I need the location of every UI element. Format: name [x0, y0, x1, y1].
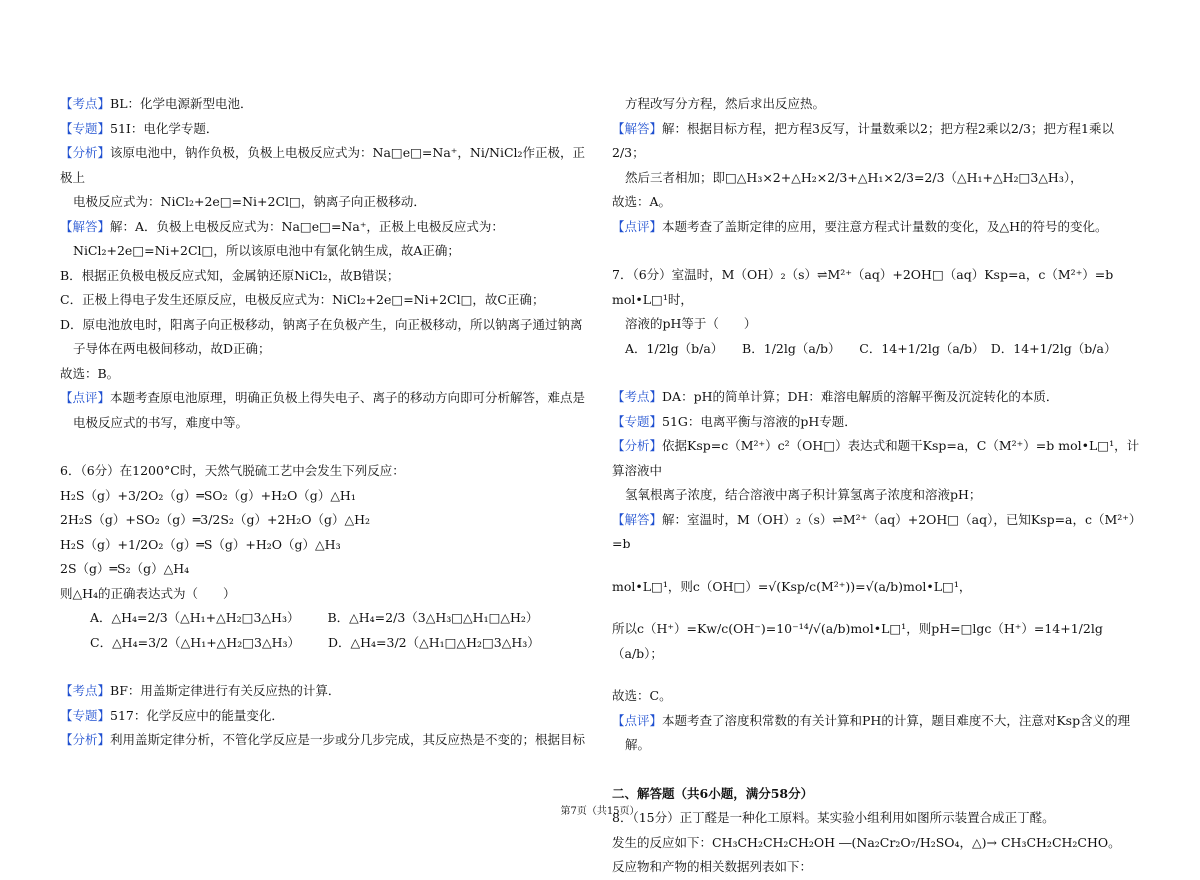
q7-dianping-cont: 解。 [625, 737, 651, 752]
q6-options-ab [60, 606, 588, 631]
q5-jieda-cont: NiCl₂+2e□=Ni+2Cl□，所以该原电池中有氯化钠生成，故A正确； [73, 243, 460, 258]
q5-dianping-cont: 电极反应式的书写，难度中等。 [73, 414, 249, 430]
q6-stem: 6．（6分）在1200°C时，天然气脱硫工艺中会发生下列反应： [60, 463, 405, 478]
q6-reaction-1: H₂S（g）+3/2O₂（g）═SO₂（g）+H₂O（g）△H₁ [60, 487, 356, 503]
q7-stem-cont: 溶液的pH等于（ ） [625, 316, 757, 331]
tag-fenxi: 【分析】 [60, 145, 111, 160]
tag-kaodian: 【考点】 [60, 96, 111, 111]
q7-options: A．1/2lg（b/a） B．1/2lg（a/b） C．14+1/2lg（a/b） D．14+1/2lg（b/a） [625, 340, 1117, 356]
q8-stem: 8．（15分）正丁醛是一种化工原料。某实验小组利用如图所示装置合成正丁醛。 [612, 810, 1055, 825]
q5-option-d: D．原电池放电时，阳离子向正极移动，钠离子在负极产生，向正极移动，所以钠离子通过钠离 [60, 316, 583, 332]
q5-option-b: B．根据正负极电极反应式知，金属钠还原NiCl₂，故B错误； [60, 267, 400, 283]
q7-jieda: 【解答】解：室温时，M（OH）₂（s）⇌M²⁺（aq）+2OH□（aq），已知Ksp=a，c（M²⁺）=b [612, 511, 1136, 551]
q5-fenxi: 【分析】该原电池中，钠作负极，负极上电极反应式为：Na□e□=Na⁺，Ni/NiCl₂作正极，正极上 [60, 145, 586, 185]
q6-fenxi-cont: 方程改写分方程，然后求出反应热。 [625, 96, 826, 111]
tag-kaodian: 【考点】 [60, 683, 111, 698]
q5-kaodian: 【考点】BL：化学电源新型电池． [60, 96, 253, 111]
q5-choose: 故选：B。 [60, 365, 120, 381]
q7-fenxi-cont: 氢氧根离子浓度，结合溶液中离子积计算氢离子浓度和溶液pH； [625, 487, 982, 502]
tag-jieda: 【解答】 [612, 511, 663, 527]
q5-option-c: C．正极上得电子发生还原反应，电极反应式为：NiCl₂+2e□=Ni+2Cl□，故C正确； [60, 292, 545, 307]
q6-option-c: C．△H₄=3/2（△H₁+△H₂□3△H₃） [90, 634, 300, 650]
left-column [60, 92, 588, 753]
tag-kaodian: 【考点】 [612, 389, 663, 404]
q7-zhuanti: 【专题】51G：电离平衡与溶液的pH专题． [612, 413, 857, 429]
tag-zhuanti: 【专题】 [612, 413, 663, 429]
page-footer: 第7页（共15页） [560, 806, 640, 817]
tag-zhuanti: 【专题】 [60, 707, 111, 723]
tag-jieda: 【解答】 [612, 120, 663, 136]
q6-choose: 故选：A。 [612, 194, 672, 209]
spacer [612, 666, 1140, 684]
q5-fenxi-cont: 电极反应式为：NiCl₂+2e□=Ni+2Cl□，钠离子向正极移动． [73, 194, 426, 209]
q6-jieda-cont: 然后三者相加；即□△H₃×2+△H₂×2/3+△H₁×2/3=2/3（△H₁+△H₂□3△H₃）， [625, 169, 1083, 185]
spacer [612, 361, 1140, 385]
q5-dianping: 【点评】本题考查原电池原理，明确正负极上得失电子、离子的移动方向即可分析解答，难点是 [60, 390, 586, 405]
q6-reaction-2: 2H₂S（g）+SO₂（g）═3/2S₂（g）+2H₂O（g）△H₂ [60, 512, 371, 527]
spacer [612, 557, 1140, 575]
tag-dianping: 【点评】 [612, 218, 663, 234]
q6-kaodian: 【考点】BF：用盖斯定律进行有关反应热的计算． [60, 683, 341, 698]
q5-jieda: 【解答】解：A．负极上电极反应式为：Na□e□=Na⁺，正极上电极反应式为： [60, 218, 504, 234]
q6-zhuanti: 【专题】517：化学反应中的能量变化． [60, 707, 284, 723]
spacer [60, 435, 588, 459]
q7-choose: 故选：C。 [612, 688, 672, 703]
q8-table-intro: 反应物和产物的相关数据列表如下： [612, 859, 813, 874]
q6-reaction-4: 2S（g）═S₂（g）△H₄ [60, 561, 190, 576]
q6-option-d: D．△H₄=3/2（△H₁□△H₂□3△H₃） [328, 634, 540, 650]
tag-dianping: 【点评】 [60, 390, 111, 405]
q6-options-cd [60, 631, 588, 656]
spacer [612, 599, 1140, 617]
q5-zhuanti: 【专题】51I：电化学专题． [60, 120, 219, 136]
spacer [60, 655, 588, 679]
spacer [612, 239, 1140, 263]
tag-fenxi: 【分析】 [612, 438, 663, 453]
q6-option-a: A．△H₄=2/3（△H₁+△H₂□3△H₃） [90, 610, 300, 625]
q6-option-b: B．△H₄=2/3（3△H₃□△H₁□△H₂） [327, 610, 539, 625]
q7-jieda-ph: 所以c（H⁺）=Kw/c(OH⁻)=10⁻¹⁴/√(a/b)mol•L□¹，则pH=□lgc（H⁺）=14+1/2lg（a/b）； [612, 621, 1103, 661]
spacer [612, 758, 1140, 782]
q6-question: 则△H₄的正确表达式为（ ） [60, 585, 236, 601]
tag-jieda: 【解答】 [60, 218, 111, 234]
q7-stem: 7．（6分）室温时，M（OH）₂（s）⇌M²⁺（aq）+2OH□（aq）Ksp=a，c（M²⁺）=b mol•L□¹时， [612, 267, 1114, 307]
q7-dianping: 【点评】本题考查了溶度积常数的有关计算和PH的计算，题目难度不大，注意对Ksp含义的理 [612, 712, 1131, 728]
q7-jieda-oh: mol•L□¹，则c（OH□）=√(Ksp/c(M²⁺))=√(a/b)mol•L□¹， [612, 578, 972, 594]
q8-reaction: 发生的反应如下：CH₃CH₂CH₂CH₂OH ―(Na₂Cr₂O₇/H₂SO₄，△)→ CH₃CH₂CH₂CHO。 [612, 834, 1121, 850]
tag-dianping: 【点评】 [612, 712, 663, 728]
q6-jieda: 【解答】解：根据目标方程，把方程3反写，计量数乘以2；把方程2乘以2/3；把方程1乘以2/3； [612, 120, 1114, 160]
right-column [612, 92, 1140, 880]
q6-reaction-3: H₂S（g）+1/2O₂（g）═S（g）+H₂O（g）△H₃ [60, 536, 341, 552]
q6-dianping: 【点评】本题考查了盖斯定律的应用，要注意方程式计量数的变化，及△H的符号的变化。 [612, 218, 1108, 234]
section-title: 二、解答题（共6小题，满分58分） [612, 785, 814, 801]
q7-kaodian: 【考点】DA：pH的简单计算；DH：难溶电解质的溶解平衡及沉淀转化的本质． [612, 389, 1059, 404]
tag-fenxi: 【分析】 [60, 732, 111, 747]
q7-fenxi: 【分析】依据Ksp=c（M²⁺）c²（OH□）表达式和题干Ksp=a，C（M²⁺）=b mol•L□¹，计算溶液中 [612, 438, 1140, 478]
tag-zhuanti: 【专题】 [60, 120, 111, 136]
q6-fenxi: 【分析】利用盖斯定律分析，不管化学反应是一步或分几步完成，其反应热是不变的；根据目标 [60, 732, 586, 747]
q5-option-d-cont: 子导体在两电极间移动，故D正确； [73, 341, 271, 356]
